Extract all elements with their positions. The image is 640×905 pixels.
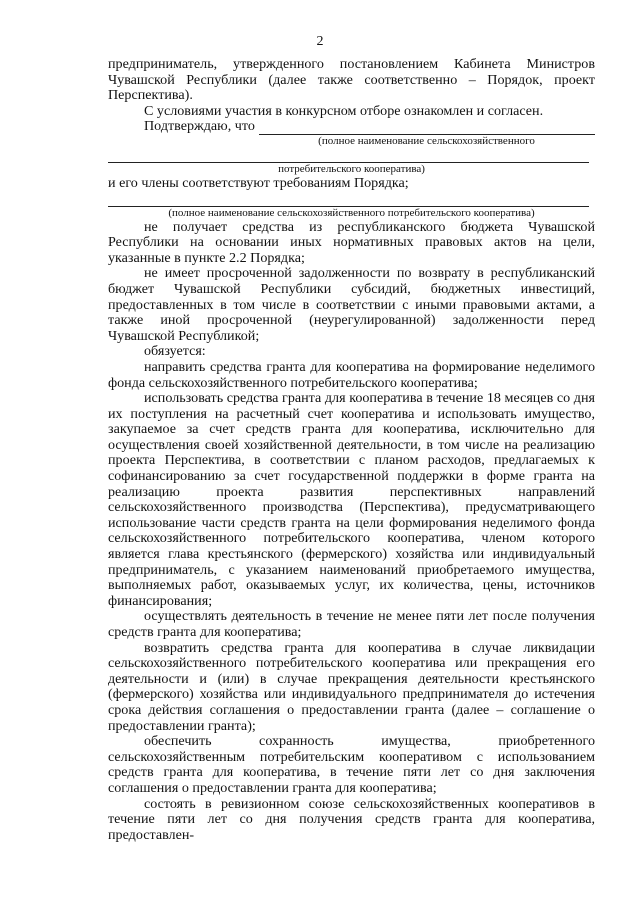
field-caption: (полное наименование сельскохозяйственного: [318, 134, 535, 147]
page-number: 2: [316, 34, 324, 49]
paragraph: обеспечить сохранность имущества, приобретенного сельскохозяйственным потребительским кооперативом с использованием средств гранта для кооператива, в течение пяти лет со дня заключения соглашения о предоставлении гранта для кооператива;: [108, 733, 595, 796]
paragraph: не имеет просроченной задолженности по возврату в республиканский бюджет Чувашской Республики субсидий, бюджетных инвестиций, предоставленных в том числе в соответствии с иными правовыми актами, а также иной просроченной (неурегулированной) задолженности перед Чувашской Республикой;: [108, 265, 595, 344]
confirm-prefix: Подтверждаю, что: [144, 118, 255, 135]
confirm-line: [108, 119, 595, 135]
paragraph: С условиями участия в конкурсном отборе ознакомлен и согласен.: [144, 102, 544, 119]
paragraph: использовать средства гранта для кооператива в течение 18 месяцев со дня их поступления на расчетный счет кооператива и использовать имущество, закупаемое за счет средств гранта для кооператива, исключительно для осуществления своей хозяйственной деятельности, в том числе на реализацию проекта Перспектива, в соответствии с планом расходов, предлагаемых к софинансированию за счет государственной поддержки в форме гранта на реализацию проекта развития перспективных направлений сельскохозяйственного производства (Перспектива), предусматривающего использование части средств гранта на цели формирования неделимого фонда сельскохозяйственного потребительского кооператива, членом которого является глава крестьянского (фермерского) хозяйства или индивидуальный предприниматель, с указанием наименований приобретаемого имущества, выполняемых работ, оказываемых услуг, их количества, цены, источников финансирования;: [108, 390, 595, 609]
paragraph: возвратить средства гранта для кооператива в случае ликвидации сельскохозяйственного потребительского кооператива или прекращения его деятельности и (или) в случае прекращения деятельности крестьянского (фермерского) хозяйства или индивидуального предпринимателя до истечения срока действия соглашения о предоставлении гранта (далее – соглашение о предоставлении гранта);: [108, 639, 595, 734]
field-caption: (полное наименование сельскохозяйственного потребительского кооператива): [168, 206, 535, 219]
paragraph: и его члены соответствуют требованиям Порядка;: [108, 174, 409, 191]
document-body: [108, 57, 595, 843]
field-caption: потребительского кооператива): [278, 162, 425, 175]
paragraph: предприниматель, утвержденного постановлением Кабинета Министров Чувашской Республики (далее также соответственно – Порядок, проект Перспектива).: [108, 56, 595, 104]
paragraph: состоять в ревизионном союзе сельскохозяйственных кооперативов в течение пяти лет со дня получения средств гранта для кооператива, предоставлен-: [108, 795, 595, 843]
blank-fill-line: [108, 148, 589, 163]
blank-fill-line: [108, 192, 589, 207]
paragraph: не получает средства из республиканского бюджета Чувашской Республики на основании иных нормативных правовых актов на цели, указанные в пункте 2.2 Порядка;: [108, 218, 595, 266]
paragraph: осуществлять деятельность в течение не менее пяти лет после получения средств гранта для кооператива;: [108, 608, 595, 640]
paragraph: обязуется:: [144, 343, 206, 360]
blank-fill-line: [259, 122, 595, 135]
paragraph: направить средства гранта для кооператива на формирование неделимого фонда сельскохозяйственного потребительского кооператива;: [108, 358, 595, 391]
